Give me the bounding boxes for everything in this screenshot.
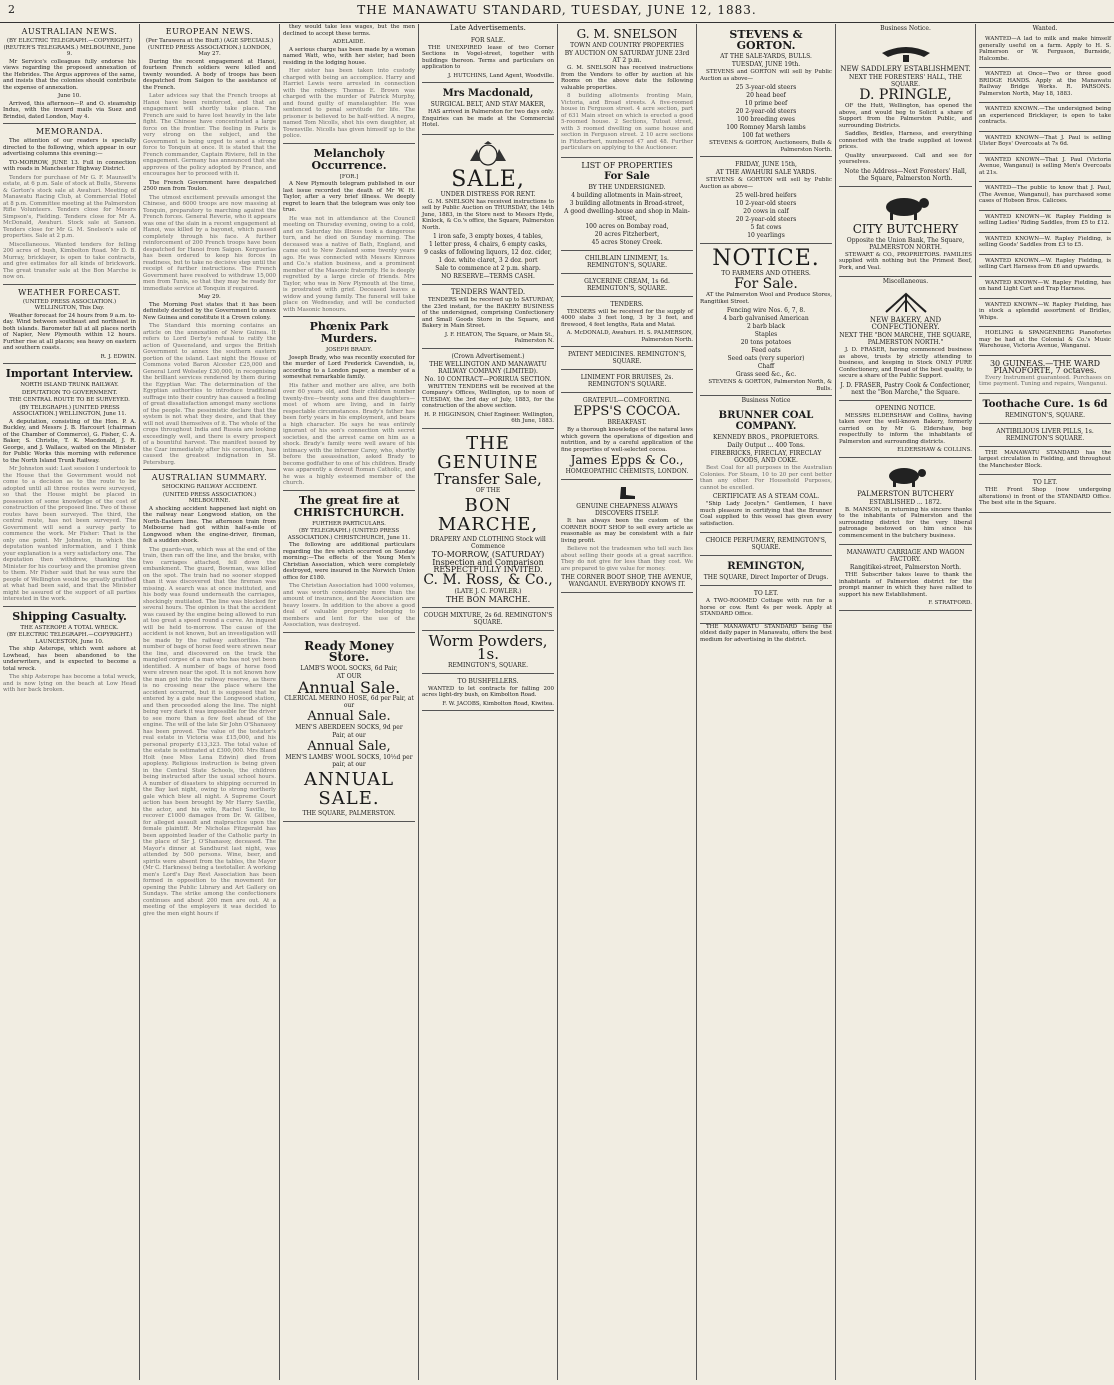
ad-line: OF THE [475,486,501,494]
ad-item: 20 cows in calf [743,208,789,215]
ad-text: Inspection and Comparison RESPECTFULLY INVITED. [432,557,544,574]
ad-text: WRITTEN TENDERS will be received at the Company's Offices, Wellington, up to noon of TUESDAY, the 3rd day of July, 1883, for the construction of the above section. [422,383,554,409]
ad-item: 2 barb black [746,323,786,330]
ad-title: TO BUSHFELLERS. [457,677,519,685]
ad-title: TO LET. [753,590,779,597]
glycerine-ad [561,274,693,297]
guineas-piano-ad: 30 GUINEAS.—THE WARD PIANOFORTE, 7 octaves. Every Instrument guaranteed. Purchases on time payment. Tuning and repairs, Wanganui. [979,356,1111,394]
wanted-ad [979,132,1111,154]
dateline: (BY ELECTRIC TELEGRAPH.—COPYRIGHT.) LAUNCESTON, June 10. [6,632,133,645]
ad-title: SALE, [451,166,525,192]
article-paragraph: The Morning Post states that it has been definitely decided by the Government to annex New Guinea and constitute it a Crown colony. [143,301,276,321]
article-paragraph: A deputation, consisting of the Hon. P. A. Buckley, and Messrs J. B. Harcourt (chairman of the Chamber of Commerce), G. Fisher, C. A. Baker, S. Christie, T. K. Macdonald, J. R. George, and J. Wallace, waited on the Minister for Public Works this morning with reference to the North Island Trunk Railway. [3,418,136,464]
ad-title: FOR SALE. [470,36,506,44]
column-1: AUSTRALIAN NEWS. (BY ELECTRIC TELEGRAPH.—COPYRIGHT.) (REUTER'S TELEGRAMS.) MELBOURNE, June 9. Mr Service's colleagues fully endorse his views regarding the proposed annexation of the Hebrides. The Argus approves of the same, and insists that the colonies should contribute the expense of annexation. June 10. Arrived, this afternoon—P. and O. steamship Indus, with the inward mails via Suez and Brindisi, dated London, May 4. MEMORANDA. The attention of our readers is specially directed to the following, which appear in our advertising columns this evening:— TO-MORROW, JUNE 13. Full in connection with roads in Manchester Highway District. Tenders for purchase of Mr G. F. Maunsell's estate, at 6 p.m. Sale of stock at Bulls, Stevens & Gorton's stock sale at Awahuri. Meeting of Manawatu Racing Club, at Commercial Hotel at 8 p.m. Committee meeting at the Palmerston Rifle Volunteers. Tenders close for Messrs Simpson's, Fielding. Tenders close for Mr A. McDonald, Awahuri. Stock sale at Sanson. Tenders close for Mr G. M. Snelson's sale of properties. Sale at 2 p.m. Miscellaneous. Wanted tenders for felling 200 acres of bush, Kimbolton Road. Mr D. B. Murray, bricklayer, is open to take contracts, and give estimates for all kinds of brickwork. The great transfer sale at the Bon Marche is now on. WEATHER FORECAST. (UNITED PRESS ASSOCIATION.) WELLINGTON, This Day. Weather forecast for 24 hours from 9 a.m. to-day. Wind between southeast and northeast in both islands. Barometer fall at all places north of Napier, New Plymouth within 12 hours. Further rise at all places; sea heavy on eastern and southern coasts. R. J. EDWIN. Important Interview. NORTH ISLAND TRUNK RAILWAY. DEPUTATION TO GOVERNMENT. THE CENTRAL ROUTE TO BE SURVEYED. (BY TELEGRAPH.) [UNITED PRESS ASSOCIATION.] WELLINGTON, June 11. A deputation, consisting of the Hon. P. A. Buckley, and Messrs J. B. Harcourt (chairman of the Chamber of Commerce), G. Fisher, C. A. Baker, S. Christie, T. K. Macdonald, J. R. George, and J. Wallace, waited on the Minister for Public Works this morning with reference to the North Island Trunk Railway. Mr Johnston said: Last session I undertook to the House that the Government would not come to a decision as to the route to be adopted until all three routes were surveyed, so that the House might be placed in possession of some knowledge of the cost of construction of the proposed line. Two of these routes have been surveyed. The third, the central route, has not been surveyed. The Government will send a survey party to commence the work. Mr Fisher: That is the only one point. Mr Johnston, in which the deputation wanted information, and I think your explanation is a very satisfactory one. The deputation then withdrew, thanking the Minister for his courtesy and the promise given to them. Mr Fisher said that he was sure the people of Wellington would be greatly gratified at what had been said, and that the Minister might be assured of the support of all parties interested in the work. Shipping Casualty. THE ASTEROPE A TOTAL WRECK. (BY ELECTRIC TELEGRAPH.—COPYRIGHT.) LAUNCESTON, June 10. The ship Asterope, which went ashore at Lowhead, has been abandoned to the underwriters, and is expected to become a total wreck. The ship Asterope has become a total wreck, and is now lying on the beach at Low Head with her back broken. [3,27,136,693]
tenders-wanted-ad [422,285,554,349]
ad-line: THE SQUARE, PALMERSTON. [302,809,396,817]
ad-line: LAMB'S WOOL SOCKS, 6d Pair, [300,664,398,672]
ad-text: WANTED KNOWN—That J. Paul is selling Ulster Boys' Overcoats at 7s 6d. [979,134,1111,147]
phoenix-park-heading: Phœnix Park Murders. [309,320,389,345]
miscellaneous-heading: Miscellaneous. [882,278,929,285]
australian-summary-heading: AUSTRALIAN SUMMARY. [151,473,268,482]
bushfellers-ad [422,674,554,712]
ad-item: 4 barb galvanised American [723,315,809,322]
ad-text: WANTED KNOWN—That J. Paul (Victoria Avenue, Wanganui) is selling Men's Overcoats at 21s. [979,156,1111,176]
ad-title: C. M. Ross, & Co., [423,571,553,588]
ad-item: 20 acres Fitzherbert, [594,230,660,238]
signature: A. McDONALD, Awahuri. H. S. PALMERSON, Palmerston North. [566,330,693,343]
ad-item: 5 fat cows [750,224,782,231]
article-paragraph: TO-MORROW, JUNE 13. Full in connection with roads in Manchester Highway District. [3,159,136,172]
signature: F. STRATFORD. [928,600,972,606]
signature: STEVENS & GORTON, Auctioneers, Bulls & Palmerston North. [709,140,832,153]
patent-medicines-ad [561,347,693,370]
article-paragraph: A serious charge has been made by a woman named Watt, who, with her sister, had been residing in the lodging house. [283,46,415,66]
ad-text: Sale to commence at 2 p.m. sharp. [435,265,541,272]
business-notice-heading: Business Notice [741,397,791,404]
ad-item: 100 fat wethers [742,132,790,139]
ad-title: CERTIFICATE AS A STEAM COAL. [712,493,820,500]
wanted-ad [979,33,1111,68]
ad-text: WANTED KNOWN—W. Rapley Fielding, has on hand Light Cart and Trap Harness. [979,279,1111,292]
article-paragraph: The ship Asterope, which went ashore at Lowhead, has been abandoned to the underwriters, and is expected to become a total wreck. [3,646,136,672]
ad-text: THE Subscriber takes leave to thank the inhabitants of Palmerston district for the prompt manner in which they have rallied to support his new Establishment. [839,572,972,598]
ad-title: Transfer Sale, [434,469,542,488]
standard-circulation-ad [979,447,1111,476]
saddle-icon [876,39,936,63]
important-interview-heading: Important Interview. [5,367,134,380]
ad-title: NEW BAKERY, AND CONFECTIONERY. [869,316,942,331]
piano-ad [979,327,1111,356]
ad-line: MEN'S LAMBS' WOOL SOCKS, 10½d per pair, at our [285,753,413,768]
ad-sub: DRAPERY AND CLOTHING Stock will Commence [430,535,546,550]
perfumery-ad [700,533,832,556]
dateline: (BY ELECTRIC TELEGRAPH.—COPYRIGHT.) (REUTER'S TELEGRAMS.) MELBOURNE, June 9. [3,38,136,57]
ad-item: Grass seed &c., &c. [735,371,797,378]
ad-title: STEVENS & GORTON. [729,28,803,52]
dateline: (UNITED PRESS ASSOCIATION.) MELBOURNE. [162,491,257,504]
ad-text: WANTED KNOWN—W. Rapley Fielding is selling Ladies' Riding Saddles, from £5 to £12. [979,213,1111,226]
ad-date: BY AUCTION ON SATURDAY JUNE 23rd AT 2 p.m. [564,50,690,64]
ad-title: TENDERS. [610,300,644,308]
australian-news-heading: AUSTRALIAN NEWS. [21,27,118,36]
new-bakery-ad [839,286,972,401]
ad-text: GLYCERINE CREAM, 1s 6d. REMINGTON'S, SQUARE. [584,277,670,292]
ad-date: TO-MORROW, (SATURDAY) [431,549,545,559]
ad-text: AT the Palmerston Wool and Produce Stores, Rangitikei Street. [700,292,832,305]
ad-item: 3 building allotments in Broad-street, [569,199,685,207]
ad-text: PATENT MEDICINES. REMINGTON'S, SQUARE. [567,351,687,365]
ad-line: THE BON MARCHE. [445,594,531,604]
melancholy-occurrence-heading: Melancholy Occurrence. [311,146,387,172]
ad-text: G. M. SNELSON has received instructions to sell by Public Auction on THURSDAY, the 14th June, 1883, in the Store next to Messrs Hyde, Kinlock, & Co.'s office, the Square, Palmerston North. [422,198,554,231]
ad-title: MANAWATU CARRIAGE AND WAGON FACTORY. [846,549,965,563]
ad-item: 1 doz. white claret, 3 2 doz. port [438,257,538,264]
article-paragraph: they would take less wages, but the men declined to accept these terms. [283,24,415,37]
palmerston-butchery-ad [839,458,972,546]
subheading: SHOCKING RAILWAY ACCIDENT. [162,484,257,490]
ad-price: 1s. [476,644,499,663]
remington-ad [700,556,832,586]
dateline: (BY TELEGRAPH.) [UNITED PRESS ASSOCIATION.] WELLINGTON, June 11. [12,404,127,417]
ad-line: Annual Sale. [297,677,401,697]
ad-title: BRUNNER COAL COMPANY. [718,410,814,432]
ad-item: 45 acres Stoney Creek. [591,238,663,246]
dateline: ADELAIDE. [332,39,366,45]
wanted-ad [979,103,1111,132]
ad-title: James Epps & Co., [570,453,684,467]
ad-title: G. M. SNELSON [576,27,678,41]
column-3: they would take less wages, but the men declined to accept these terms. ADELAIDE. A serious charge has been made by a woman named Watt, who, with her sister, had been residing in the lodging house. Her sister has been taken into custody charged with being an accomplice. Harry and Harriet Lewis were arrested in connection with the robbery. Thomas E. Brown was charged with the murder of Patrick Murphy, and found guilty of manslaughter. He was sentenced to penal servitude for life. The prisoner is believed to be half-witted. A negro, named Tom Nicolls, shot his own daughter, at Townsville. Nicolls has given himself up to the police. Melancholy Occurrence. [FOR.] A New Plymouth telegram published in our last issue recorded the death of Mr W. H. Taylor, after a very brief illness. We deeply regret to learn that the telegram was only too true. He was not in attendance at the Council meeting on Thursday evening, owing to a cold, and on Saturday his illness took a dangerous turn, and he died on Sunday morning. The deceased was a native of Bath, England, and came out to New Zealand some twenty years ago. He was connected with Messrs Kinross and Co.'s station business, and a prominent member of the Masonic fraternity. He is deeply regretted by a large circle of friends. Mrs Taylor, who was in New Plymouth at the time, is prostrated with grief. Deceased leaves a widow and young family. The funeral will take place on Wednesday, and will be conducted with Masonic honours. Phœnix Park Murders. JOSEPH BRADY. Joseph Brady, who was recently executed for the murder of Lord Frederick Cavendish, is, according to a London paper, a member of a somewhat remarkable family. His father and mother are alive, are both over 60 years old, and their children number twenty-five—twenty sons and five daughters—most of whom are living, and in fairly respectable circumstances. Brady's father has been forty years in his employment, and bears a high character. He says he was entirely ignorant of his son's connection with secret societies, and the arrest came on him as a shock. Brady's family were well aware of his intimacy with the informer Carey, who, shortly before the assassination, asked Brady to become godfather to one of his children. Brady was apparently a devout Roman Catholic, and he was a highly esteemed member of the church. The great fire at CHRISTCHURCH. FURTHER PARTICULARS. (BY TELEGRAPH.) (UNITED PRESS ASSOCIATION.) CHRISTCHURCH, June 11. The following are additional particulars regarding the fire which occurred on Sunday morning:—The effects of the Young Men's Christian Association, which were completely destroyed, were insured in the Norwich Union office for £180. The Christian Association had 1000 volumes, and was worth considerably more than the amount of insurance, and the Association are heavy losers. In addition to the above a good deal of valuable property belonging to members and lent for the use of the Association, was destroyed. Ready Money Store. LAMB'S WOOL SOCKS, 6d Pair, AT OUR Annual Sale. CLERICAL MERINO HOSE, 6d per Pair, at our Annual Sale. MEN'S ABERDEEN SOCKS, 9d per Pair, at our Annual Sale, MEN'S LAMBS' WOOL SOCKS, 10½d per pair, at our ANNUAL SALE. THE SQUARE, PALMERSTON. [280,24,418,1380]
article-paragraph: A New Plymouth telegram published in our last issue recorded the death of Mr W. H. Taylor, after a very brief illness. We deeply regret to learn that the telegram was only too true. [283,181,415,213]
ad-text: NO RESERVE—TERMS CASH. [441,273,535,280]
signature: THE CORNER BOOT SHOP, THE AVENUE, WANGANUI. EVERYBODY KNOWS IT. [561,574,693,588]
article-paragraph: A shocking accident happened last night on the railway near Longwood station, on the North-Eastern line. The afternoon train from Melbourne had got within half-a-mile of Longwood when the engine-driver, fireman, felt a sudden shock. [143,505,276,544]
ad-text: B. MANSON, in returning his sincere thanks to the inhabitants of Palmerston and the surrounding district for the very liberal patronage bestowed on him since his commencement in the butchery business. [839,506,972,539]
to-let-ad [700,586,832,624]
ad-text: WANTED KNOWN.—The undersigned being an experienced Bricklayer, is open to take contracts. [979,106,1111,125]
wanted-ad [979,255,1111,277]
ad-title: Toothache Cure. 1s 6d [982,398,1108,410]
ad-title: REMINGTON, [727,561,805,572]
signature: J. D. FRASER, Pastry Cook & Confectioner, next the "Bon Marche," the Square. [840,381,971,396]
wanted-ad [979,299,1111,328]
epps-cocoa-ad [561,393,693,480]
ad-line: ANNUAL SALE. [303,768,395,809]
ad-item: 20 2-year-old steers [735,216,797,223]
dateline: (BY TELEGRAPH.) (UNITED PRESS ASSOCIATION.) CHRISTCHURCH, June 11. [287,528,411,541]
ad-title: LIST OF PROPERTIES [581,160,673,170]
ad-sub: TOWN AND COUNTRY PROPERTIES [570,42,684,49]
ad-item: 25 3-year-old steers [735,84,797,91]
ad-sub: UNDER DISTRESS FOR RENT. [440,190,536,198]
ad-title: BON MARCHE, [437,494,539,535]
ad-title: TO LET. [1032,479,1058,486]
signature: Note the Address—Next Foresters' Hall, the Square, Palmerston North. [844,167,967,182]
ad-text: WANTED KNOWN.—W. Rapley Fielding, is selling Cart Harness from £6 and upwards. [979,257,1111,270]
signature: STEVENS & GORTON, Palmerston North, & Bulls. [708,379,832,392]
ad-item: 100 Romney Marsh lambs [726,124,806,131]
ad-line: FIREBRICKS, FIRECLAY, FIRECLAY GOODS, AND COKE. [710,450,822,464]
article-paragraph: During the recent engagement at Hanoi, fourteen French soldiers were killed and twenty wounded. A body of troops has been despatched from Saigon to the assistance of the French. [143,58,276,91]
lease-ad [422,33,554,84]
ad-sub: THE SQUARE, Direct Importer of Drugs. [703,574,829,581]
ad-sub: BY THE UNDERSIGNED. [588,183,666,191]
ad-date: FRIDAY, JUNE 15th, [735,161,797,168]
ad-text: STEWART & CO., PROPRIETORS. FAMILIES supplied with nothing but the Primest Beef, Pork, and Veal. [839,251,972,271]
ad-sub: AT THE AWAHURI SALE YARDS. [715,169,817,176]
column-5 [558,24,696,1380]
wanted-heading: Wanted. [1032,25,1058,32]
ad-sub: Rangitikei-street, Palmerston North. [849,564,962,571]
signature: ELDERSHAW & COLLINS. [897,447,972,453]
ad-title: 30 GUINEAS.—THE WARD PIANOFORTE, 7 octaves. [989,358,1101,375]
properties-list-ad [561,158,693,251]
memoranda-heading: MEMORANDA. [35,127,104,136]
ad-text: TENDERS will be received for the supply of 4000 slabs 3 feet long, 3 by 3 feet, and firewood, 4 feet lengths, Rata and Matai. [561,308,693,328]
ad-line: GRATEFUL—COMFORTING. [582,397,672,404]
ad-item: 20 tons potatoes [740,339,792,346]
ad-credit: (Crown Advertisement.) [451,352,525,360]
ad-title: Worm Powders, [428,631,548,650]
ad-title: THE WELLINGTON AND MANAWATU RAILWAY COMPANY (LIMITED). [429,360,547,375]
dateline: June 10. [57,93,82,99]
ad-title: PALMERSTON BUTCHERY [857,489,954,498]
ad-item: 20 2-year-old steers [735,108,797,115]
distress-sale-ad [422,135,554,286]
ad-item: Fencing wire Nos. 6, 7, 8. [726,307,806,314]
ad-text: THE MANAWATU STANDARD has the largest circulation in Fielding, and throughout the Manchester Block. [979,449,1111,469]
signature: H. P. HIGGINSON, Chief Engineer. Wellington, 6th June, 1883. [424,411,554,424]
liniment-ad [561,370,693,393]
opening-notice-ad [839,401,972,458]
ad-sub: BREAKFAST. [607,419,647,426]
wanted-ad [979,233,1111,255]
subheading: NORTH ISLAND TRUNK RAILWAY. [20,382,119,388]
ad-text: LINIMENT FOR BRUISES, 2s. REMINGTON'S SQUARE. [580,374,674,388]
ad-text: TENDERS will be received up to SATURDAY, the 23rd instant, for the BAKERY BUSINESS of the undersigned, comprising Confectionery and Small Goods Store in the Square, and Bakery in Main Street. [422,297,554,329]
article-paragraph: The French Government have despatched 2500 men from Toulon. [143,179,276,192]
ad-text: OF the Hutt, Wellington, has opened the above, and would beg to Solicit a share of Support from the Palmerston Public, and surrounding Districts. [839,103,972,129]
ad-text: THE MANAWATU STANDARD being the oldest daily paper in Manawatu, offers the best medium for advertising in the district. [700,623,833,643]
ad-text: Saddles, Bridles, Harness, and everything connected with the trade supplied at lowest prices. [839,131,972,150]
signature: J. F. HEATON, The Square, or Main St., Palmerston N. [444,331,554,344]
ad-sub: HOMŒOPATHIC CHEMISTS, LONDON. [565,468,689,475]
ad-item: 1 iron safe, 3 empty boxes, 4 tables, [433,233,543,240]
wheatsheaf-icon [876,292,936,314]
ad-text: HOELING & SPANGENBERG Pianofortes may be had at the Colonial & Co.'s Music Warehouse, Victoria Avenue, Wanganui. [979,330,1111,349]
ad-text: STEVENS and GORTON will sell by Public Auction as above— [700,69,832,82]
weather-forecast-heading: WEATHER FORECAST. [18,287,121,297]
ad-line: Pair, at our [332,731,366,739]
ox-icon [882,464,930,488]
ready-money-store-ad [283,636,415,822]
ad-item: 10 prime beef [744,100,788,107]
ad-title: TENDERS WANTED. [450,288,526,296]
ad-item: 100 breeding ewes [737,116,795,123]
ad-text: CHILBLAIN LINIMENT, 1s. REMINGTON'S, SQUARE. [585,254,669,269]
ad-text: ANTIBILIOUS LIVER PILLS, 1s. REMINGTON'S SQUARE. [996,427,1094,442]
ad-title: For Sale [604,170,650,182]
bull-icon [878,193,934,221]
dateline: (Per Tarawera at the Bluff.) (AGE SPECIALS.) (UNITED PRESS ASSOCIATION.) LONDON, May 27. [145,38,274,57]
ad-text: By a thorough knowledge of the natural laws which govern the operations of digestion and nutrition, and by a careful application of the fine properties of well-selected cocoa. [561,427,693,453]
article-paragraph: Weather forecast for 24 hours from 9 a.m. to-day. Wind between southeast and northeast in both islands. Barometer fall at all places north of Napier, New Plymouth within 12 hours. Further rise at all places; sea heavy on eastern and southern coasts. [3,312,136,351]
ad-item: 20 head beef [746,92,786,99]
column-2: EUROPEAN NEWS. (Per Tarawera at the Bluff.) (AGE SPECIALS.) (UNITED PRESS ASSOCIATION.) LONDON, May 27. During the recent engagement at Hanoi, fourteen French soldiers were killed and twenty wounded. A body of troops has been despatched from Saigon to the assistance of the French. Later advices say that the French troops at Hanoi have been reinforced, and that an engagement will shortly take place. The French are said to have lost heavily in the late fight. The Chinese have concentrated a large force on the frontier. The feeling in Paris is very strong on the subject, and the Government is being urged to send a strong force to Tonquin at once. It is stated that the French commander, Captain Riviere, fell in the engagement. Germany has announced that she approves of the policy adopted by France, and encourages her to proceed with it. The French Government have despatched 2500 men from Toulon. The utmost excitement prevails amongst the Chinese, and 6000 troops are now massing at Tonquin, preparatory to marching against the French forces. General Reverie, who it appears was one of the slain in a recent engagement at Hanoi, was killed by a bayonet, which passed completely through his face. A further reinforcement of 200 French troops have been despatched for Hanoi from Saigon. Kerguerlas has been ordered to keep his forces in readiness, but to take no decisive step until the receipt of further instructions. The French Government have resolved to withdraw 15,000 men from Tunis, so that they may be ready for immediate service at Tonquin if required. May 29. The Morning Post states that it has been definitely decided by the Government to annex New Guinea and constitute it a Crown colony. The Standard this morning contains an article on the annexation of New Guinea. It refers to Lord Derby's refusal to ratify the action of Queensland, and urges the British Government to annex the southern eastern portion of the island. Last night the House of Commons voted Baron Alcester £25,000 and General Lord Wolseley £30,000, in recognising the brilliant services rendered by them during the Egyptian War. The determination of the Egyptian authorities to introduce traditional suffrage into their country has caused a feeling of great dissatisfaction amongst many sections of the people. The pessimistic declare that the system is not what they desire, and that they will not avail themselves of it. The whole of the crops throughout India and Russia are looking exceedingly well, and there is every prospect of a bountiful harvest. The manifest issued by the Czar immediately after his coronation, has caused the greatest indignation in St. Petersburg. AUSTRALIAN SUMMARY. SHOCKING RAILWAY ACCIDENT. (UNITED PRESS ASSOCIATION.) MELBOURNE. A shocking accident happened last night on the railway near Longwood station, on the North-Eastern line. The afternoon train from Melbourne had got within half-a-mile of Longwood when the engine-driver, fireman, felt a sudden shock. The guards-van, which was at the end of the train, then ran off the line, and the brake, with two carriages attached, fell down the embankment. The guard, Bowman, was killed on the spot. The train had no sooner stopped than it was discovered that the fireman was missing. A search was at once instituted, and his body was found underneath the carriages, shockingly mutilated. The line was blocked for several hours. The opinion is that the accident was caused by the engine being allowed to run at too great a speed round a curve. An inquest will be held to-morrow. The cause of the accident is not known, but an investigation will be made by the railway authorities. The number of bags of horse feed were strewn near the line, and discovered on the track the mangled corpse of a man who has not yet been identified. A number of bags of horse food were strewn near the spot. It is not known how the man got into the railway reserve, as there is no crossing near the place where the accident occurred, but it is supposed that he entered by a gate near the Longwood station, and then proceeded along the line. The night being very dark it was impossible for the driver to see more than a few feet ahead of the engine. The will of the late Sir John O'Shanassy has been proved. The value of the testator's real estate in Victoria was £15,000, and his personal property £13,323. The total value of the estate is estimated at £300,000. Mrs Bland Holt (nee Miss Lena Edwin) died from apoplexy. Religious instruction is being given in the Central State Schools, the children being instructed after the usual school hours. A number of disasters to shipping occurred in the Bay last night, owing to strong northerly gale which blew all night. A Supreme Court action has been brought by Mr Harry Saville, the actor, and his wife, Rachel Saville, to recover £1000 damages from Dr. W. Gillbee, for alleged assault and malpractice upon the female plaintiff. Mr Nicholas Fitzgerald has been appointed leader of the Catholic party in the place of Sir J. O'Shanassy, deceased. The Mayor's dinner at Sandhurst last night, was attended by 500 persons. Wine, beer, and spirits were absent from the tables, the Mayor (Mr C. Harkness) being a teetotaller. A working men's Lord's Day Rest Association has been formed in opposition to the movement for opening the Public Library and Art Gallery on Sundays. The strike among the confectioners continues and about 200 men are out. At a meeting of the employers it was decided to give the men eight hours if [143,27,276,917]
ad-item: Seed oats (very superior) [727,355,805,362]
ad-sub: KENNEDY BROS., PROPRIETORS. [713,434,819,441]
worm-powders-ad [422,631,554,674]
subheading: FURTHER PARTICULARS. [312,520,386,527]
article-paragraph: Mr Service's colleagues fully endorse his views regarding the proposed annexation of the Hebrides. The Argus approves of the same, and insists that the colonies should contribute the expense of annexation. [3,58,136,91]
ad-sub: SURGICAL BELT, AND STAY MAKER, [430,101,546,108]
ad-item: Staples [754,331,778,338]
subheading: THE CENTRAL ROUTE TO BE SURVEYED. [9,397,130,403]
to-let-shop-ad [979,475,1111,513]
brunner-coal-ad: BRUNNER COAL COMPANY. KENNEDY BROS., PROPRIETORS. Daily Output ... 400 Tons. FIREBRICKS, FIRECLAY, FIRECLAY GOODS, AND COKE. Best Coal for all purposes in the Australian Colonies. For Steam, 10 to 20 per cent better than any other. For Household Purposes, cannot be excelled. CERTIFICATE AS A STEAM COAL. "Ship Lady Jocelyn." Gentlemen, I have much pleasure in certifying that the Brunner Coal supplied to this vessel has given every satisfaction. [700,405,832,533]
newspaper-title: THE MANAWATU STANDARD, TUESDAY, JUNE 12, 1883. [357,3,757,17]
ad-title: NEW SADDLERY ESTABLISHMENT. [840,65,971,73]
article-paragraph: The following are additional particulars regarding the fire which occurred on Sunday morning:—The effects of the Young Men's Christian Association, which were completely destroyed, were insured in the Norwich Union office for £180. [283,542,415,581]
signature: J. HUTCHINS, Land Agent, Woodville. [448,72,554,79]
christchurch-fire-heading: The great fire at CHRISTCHURCH. [293,493,405,519]
ad-text: HAS arrived in Palmerston for two days only. Enquiries can be made at the Commercial Hotel. [422,109,554,128]
awahuri-sale-ad [700,157,832,244]
railway-tender-ad [422,349,554,429]
column-6 [697,24,835,1380]
dateline: [FOR.] [339,173,359,180]
ad-text: CHOICE PERFUMERY, REMINGTON'S, SQUARE. [705,537,827,551]
ad-title: For Sale. [734,276,798,292]
ad-item: 10 2-year-old steers [735,200,797,207]
ad-text: COUGH MIXTURE, 2s 6d. REMINGTON'S SQUARE. [423,611,553,626]
ad-item: 100 acres on Bombay road, [585,222,669,230]
ad-item: A good dwelling-house and shop in Main-street, [564,207,690,222]
ad-title: THE GENUINE [437,432,539,473]
ad-text: WANTED to let contracts for falling 200 acres light-dry bush, on Kimbolton Road. [422,685,554,698]
ad-sub: Opposite the Union Bank, The Square, PALMERSTON NORTH. [846,236,965,251]
subheading: THE ASTEROPE A TOTAL WRECK. [20,624,119,631]
ad-item: 1 letter press, 4 chairs, 6 empty casks, [429,241,547,248]
ad-text: WANTED KNOWN—W. Rapley Fielding, has in stock a splendid assortment of Bridles, Whips. [979,301,1111,321]
ad-text: G. M. SNELSON has received instructions from the Vendors to offer by auction at his Rooms on the above date the following valuable properties. [561,65,693,91]
ad-text: WANTED KNOWN—W. Rapley Fielding, is selling Goods' Saddles from £3 to £5. [979,235,1111,248]
wanted-ad [979,277,1111,299]
ad-sub: REMINGTON'S, SQUARE. [1004,411,1086,419]
saddlery-ad [839,33,972,187]
ad-sub: No. 10 CONTRACT—PORIRUA SECTION. [424,375,552,383]
corner-boot-shop-ad: GENUINE CHEAPNESS ALWAYS DISCOVERS ITSELF. It has always been the custom of the CORNER BOOT SHOP to sell every article as reasonable as may be consistent with a fair living profit. Believe not the tradesmen who tell such lies about selling their goods at a great sacrifice. They do not give for less than they cost. We are prepared to give value for money. THE CORNER BOOT SHOP, THE AVENUE, WANGANUI. EVERYBODY KNOWS IT. [561,480,693,593]
ad-title: GENUINE CHEAPNESS ALWAYS DISCOVERS ITSELF. [576,503,678,517]
ad-text: MESSRS ELDERSHAW and Collins, having taken over the well-known Bakery, formerly carried on by Mr G. Eldershaw, beg respectfully to inform the inhabitants of Palmerston and surrounding districts. [839,412,972,445]
ad-title: CITY BUTCHERY [852,221,959,236]
article-paragraph: Joseph Brady, who was recently executed for the murder of Lord Frederick Cavendish, is, according to a London paper, a member of a somewhat remarkable family. [283,354,415,380]
column-4 [419,24,557,1380]
ad-item: 10 yearlings [747,232,785,239]
ad-line: CLERICAL MERINO HOSE, 6d per Pair, at our [284,694,414,709]
page-number: 2 [8,3,15,16]
wanted-ad [979,182,1111,211]
ad-line: MEN'S ABERDEEN SOCKS, 9d per [295,723,403,731]
dateline: May 29. [198,294,221,300]
business-notice-heading: Business Notice. [880,25,931,32]
cough-mixture-ad [422,608,554,631]
ad-item: Feed oats [751,347,781,354]
ad-sub: AT THE SALE-YARDS, BULLS. [720,53,812,60]
masthead [0,0,1114,23]
ad-sub: (LATE J. C. FOWLER.) [454,587,522,595]
ad-sub: NEXT THE FORESTERS' HALL, THE SQUARE. [849,74,962,88]
signature: R. J. EDWIN. [100,353,136,360]
city-butchery-ad [839,187,972,278]
article-paragraph: Arrived, this afternoon—P. and O. steamship Indus, with the inward mails via Suez and Brindisi, dated London, May 4. [3,100,136,120]
european-news-heading: EUROPEAN NEWS. [165,27,254,36]
wanted-ad [979,68,1111,103]
subheading: JOSEPH BRADY. [326,347,372,353]
farmers-notice-ad [700,244,832,396]
column-8 [976,24,1114,1380]
royal-arms-icon [465,141,511,167]
boot-icon [617,486,637,500]
column-7 [836,24,975,1380]
ad-title: NOTICE. [712,246,820,271]
ad-line: Annual Sale, [307,738,391,754]
carriage-factory-ad [839,545,972,611]
ad-text: It has always been the custom of the CORNER BOOT SHOP to sell every article as reasonable as may be consistent with a fair living profit. [561,518,693,544]
dateline: (UNITED PRESS ASSOCIATION.) WELLINGTON, This Day. [22,298,117,311]
ad-item: 25 well-bred heifers [735,192,797,199]
ad-line: Daily Output ... 400 Tons. [727,442,805,449]
ad-line: AT OUR [336,672,362,680]
ad-title: EPPS'S COCOA. [573,404,681,419]
wanted-ad [979,211,1111,233]
ad-text: WANTED at Once—Two or three good BRIDGE HANDS. Apply at the Manawatu Railway Bridge Works. R. PARSONS. Palmerston North, May 18, 1883. [979,71,1111,97]
slab-tenders-ad [561,297,693,348]
ad-sub: NEXT THE "BON MARCHE, THE SQUARE, PALMERSTON NORTH." [839,332,972,346]
subheading: DEPUTATION TO GOVERNMENT. [21,389,118,396]
ad-title: Ready Money Store. [304,638,394,664]
ad-text: WANTED—A lad to milk and make himself generally useful on a farm. Apply to H. S. Palmerson or W. Ferguson, Burnside, Halcombe. [979,36,1111,62]
ad-text: WANTED—The public to know that J. Paul, (The Avenue, Wanganui), has purchased some cases of Hobson Bros. Calicoes. [979,185,1111,204]
ad-text: A TWO-ROOMED Cottage with run for a horse or cow. Rent 4s per week. Apply at STANDARD Office. [700,598,832,617]
ad-item: 4 building allotments in Main-street, [571,191,683,199]
toothache-ad [979,394,1111,424]
ad-text: THE Front Shop (now undergoing alterations) in front of the STANDARD Office. The best site in the Square. [979,487,1111,506]
macdonald-ad [422,83,554,135]
ad-text: "Ship Lady Jocelyn." Gentlemen, I have much pleasure in certifying that the Brunner Coal supplied to this vessel has given every satisfaction. [700,501,832,527]
late-advertisements-heading: Late Advertisements. [450,24,526,32]
ad-item: 9 casks of following liquors, 12 doz. cider, [424,249,552,256]
snelson-auction-ad: G. M. SNELSON TOWN AND COUNTRY PROPERTIES BY AUCTION ON SATURDAY JUNE 23rd AT 2 p.m. G. M. SNELSON has received instructions from the Vendors to offer by auction at his Rooms on the above date the following valuable properties. 8 building allotments fronting Main, Victoria, and Broad streets. A five-roomed house in Ferguson street. 4 acre section, part of 631 Main street on which is erected a good 5-roomed house. 2 Sections, Tutoat street, with 3 roomed dwelling on same house and section in Ferguson street. 2 10 acre sections in Fitzherbert, numbered 47 and 48. Further particulars on applying to the Auctioneer. [561,24,693,158]
chilblain-ad [561,251,693,274]
ad-sub: TO FARMERS AND OTHERS. [721,270,811,277]
signature: F. W. JACOBS, Kimbolton Road, Kiwitea. [442,700,554,707]
ad-title: D. PRINGLE, [859,87,952,103]
liver-pills-ad [979,424,1111,447]
ad-line: Annual Sale. [307,708,391,724]
ad-text: Quality unsurpassed. Call and see for yourselves. [839,152,972,165]
ad-sub: ESTABLISHED ... 1872. [869,498,942,506]
shipping-casualty-heading: Shipping Casualty. [12,609,127,623]
article-paragraph: The attention of our readers is specially directed to the following, which appear in our advertising columns this evening:— [3,138,136,157]
ad-date: TUESDAY, JUNE 19th. [731,61,801,68]
ad-text: STEVENS & GORTON will sell by Public Auction as above— [700,177,832,190]
bon-marche-ad [422,429,554,608]
ad-text: J. D. FRASER, having commenced business as above, trusts by strictly attending to business, and keeping in Stock ONLY PURE Confectionery, and Bread of the best quality, to secure a share of the Public Support. [839,347,972,379]
stevens-gorton-bulls-ad [700,24,832,157]
ad-text: THE UNEXPIRED lease of two Corner Sections in Vogel-street, together with buildings thereon. Terms and particulars on application to [422,44,554,70]
wanted-ad [979,154,1111,183]
ad-title: Mrs Macdonald, [442,88,534,99]
ad-line: REMINGTON'S, SQUARE. [447,661,529,669]
ad-item: Chaff [757,363,775,370]
ad-title: OPENING NOTICE. [875,404,936,412]
